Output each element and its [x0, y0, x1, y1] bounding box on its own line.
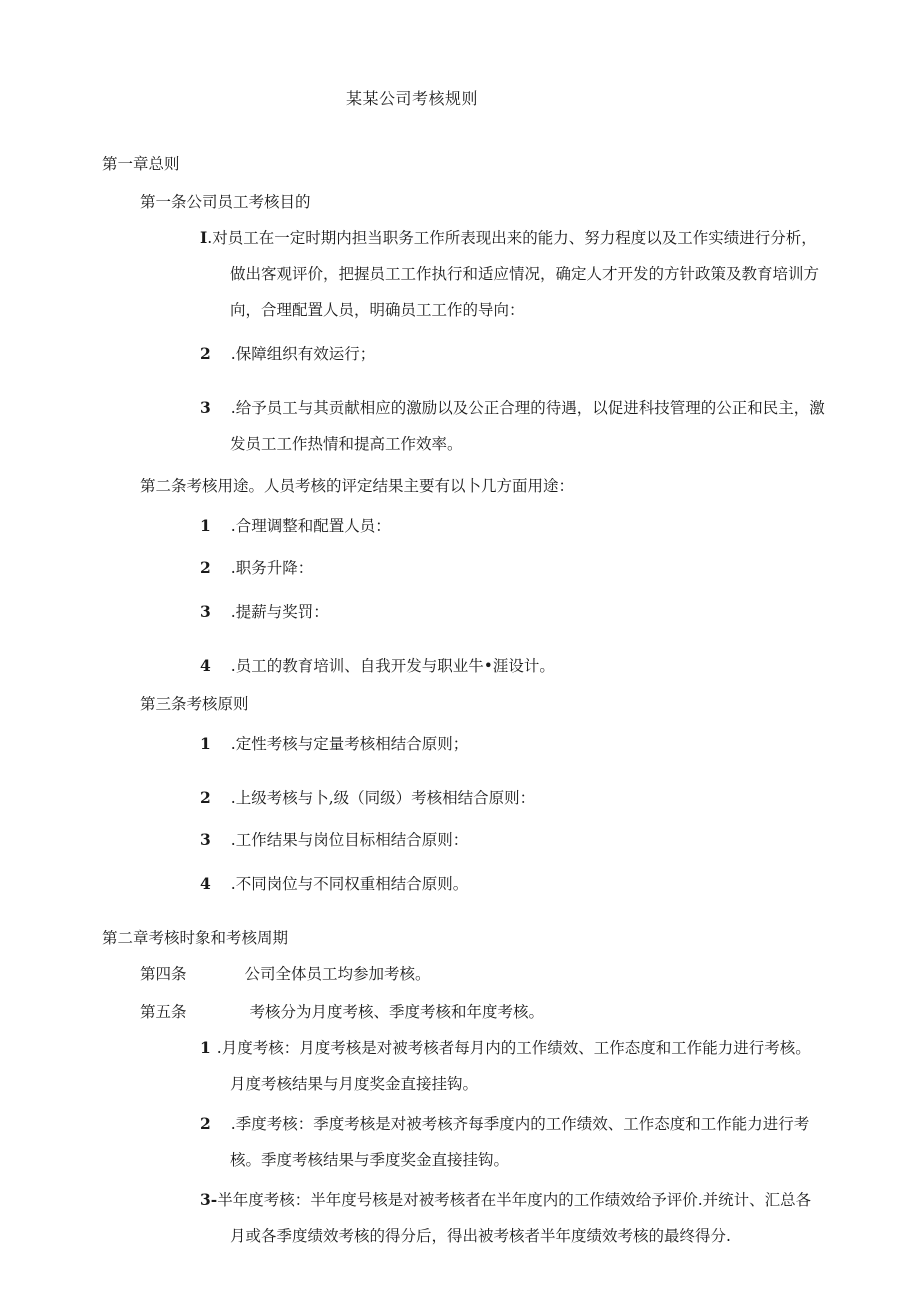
item-text: .工作结果与岗位目标相结合原则：: [230, 831, 469, 849]
item-text: .合理调整和配置人员：: [230, 517, 391, 535]
item-text-continued: 月度考核结果与月度奖金直接挂钩。: [230, 1075, 479, 1093]
item-number: 2: [200, 558, 211, 577]
item-text-continued: 发员工工作热情和提高工作效率。: [230, 435, 463, 453]
item-number: 4: [200, 874, 211, 893]
item-number: 3: [200, 830, 211, 849]
chapter-2-heading: 第二章考核时象和考核周期: [102, 929, 289, 947]
article-2-heading: 第二条考核用途。人员考核的评定结果主要有以卜几方面用途：: [140, 477, 575, 495]
article-1-item-2: [200, 336, 890, 372]
article-3-item-1: [200, 726, 890, 762]
chapter-1-heading: 第一章总则: [102, 155, 180, 173]
item-number: 2: [200, 344, 211, 363]
item-number: 3-: [200, 1190, 218, 1209]
article-5-text: 考核分为月度考核、季度考核和年度考核。: [249, 1003, 545, 1021]
article-2-item-2: [200, 550, 890, 586]
item-text-continued: 月或各季度绩效考核的得分后，得出被考核者半年度绩效考核的最终得分.: [230, 1227, 731, 1245]
item-number: 1: [200, 516, 211, 535]
article-3-item-4: [200, 866, 890, 902]
item-text: .给予员工与其贡献相应的激励以及公正合理的待遇，以促进科技管理的公正和民主，激: [230, 399, 825, 417]
item-text: .月度考核：月度考核是对被考核者每月内的工作绩效、工作态度和工作能力进行考核。: [216, 1039, 811, 1057]
item-number: 3: [200, 398, 211, 417]
article-2-item-4: [200, 648, 890, 684]
article-4-label: 第四条: [140, 965, 187, 983]
item-text: .不同岗位与不同权重相结合原则。: [230, 875, 469, 893]
item-text-continued: 向，合理配置人员，明确员工工作的导向：: [230, 301, 525, 319]
item-text: .对员工在一定时期内担当职务工作所表现出来的能力、努力程度以及工作实绩进行分析，: [207, 229, 817, 247]
article-5-item-1: [200, 1030, 890, 1102]
document-title: 某某公司考核规则: [346, 89, 479, 108]
article-4-text: 公司全体员工均参加考核。: [244, 965, 431, 983]
article-5: [140, 1000, 544, 1022]
article-5-item-3: [200, 1182, 890, 1254]
item-number: 2: [200, 788, 211, 807]
article-3-item-2: [200, 780, 890, 816]
item-text-continued: 做出客观评价，把握员工工作执行和适应情况，确定人才开发的方针政策及教育培训方: [230, 265, 820, 283]
article-5-label: 第五条: [140, 1003, 187, 1021]
item-number: 4: [200, 656, 211, 675]
article-1-heading: 第一条公司员工考核目的: [140, 193, 311, 211]
item-text: .保障组织有效运行；: [230, 345, 376, 363]
item-text: .职务升降：: [230, 559, 314, 577]
article-2-item-1: [200, 508, 890, 544]
item-number: 2: [200, 1114, 211, 1133]
item-number: 1: [200, 734, 211, 753]
item-number: 3: [200, 602, 211, 621]
article-3-item-3: [200, 822, 890, 858]
article-2-item-3: [200, 594, 890, 630]
item-text-continued: 核。季度考核结果与季度奖金直接挂钩。: [230, 1151, 510, 1169]
item-text: .季度考核：季度考核是对被考核齐每季度内的工作绩效、工作态度和工作能力进行考: [230, 1115, 810, 1133]
item-number: I: [200, 228, 208, 247]
article-4: [140, 962, 431, 984]
article-1-item-3: [200, 390, 890, 462]
item-text: .提薪与奖罚：: [230, 603, 329, 621]
item-text: .上级考核与卜,级（同级）考核相结合原则：: [230, 789, 536, 807]
item-number: 1: [200, 1038, 211, 1057]
item-text: 半年度考核：半年度号核是对被考核者在半年度内的工作绩效给予评价.并统计、汇总各: [217, 1191, 812, 1209]
item-text: .定性考核与定量考核相结合原则；: [230, 735, 469, 753]
article-1-item-1: [200, 220, 890, 328]
article-3-heading: 第三条考核原则: [140, 695, 249, 713]
item-text: .员工的教育培训、自我开发与职业牛•涯设计。: [230, 657, 555, 675]
article-5-item-2: [200, 1106, 890, 1178]
